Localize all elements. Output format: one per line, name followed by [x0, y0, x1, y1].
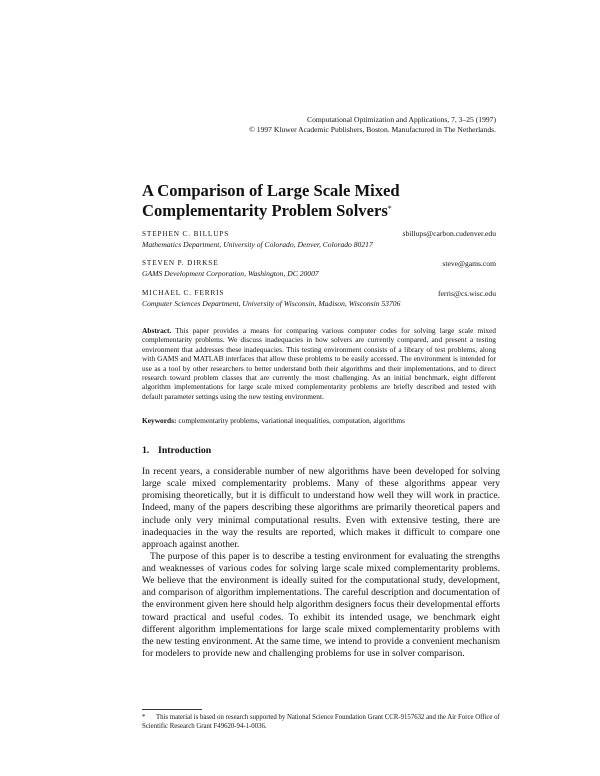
- author-email: sbillups@carbon.cudenver.edu: [402, 229, 496, 238]
- footnote-text: This material is based on research supported by National Science Foundation Grant CCR-9157632 and the Air Force Office of Scientific Research Grant F49620-94-1-0036.: [142, 714, 500, 731]
- journal-header: [249, 115, 496, 134]
- paragraph: In recent years, a considerable number of new algorithms have been developed for solving large scale mixed complementarity problems. Many of these algorithms appear very promising theoretically, but it is difficult to understand how well they will work in practice. Indeed, many of the papers describing these algorithms are primarily theoretical papers and include only very minimal computational results. Even with extensive testing, there are inadequacies in the way the results are reported, which makes it difficult to compare one approach against another.: [142, 466, 500, 550]
- journal-citation: Computational Optimization and Applications, 7, 3–25 (1997): [307, 115, 496, 124]
- author-name: STEPHEN C. BILLUPS: [142, 230, 230, 238]
- section-number: 1.: [142, 445, 150, 456]
- title-footnote-marker: *: [387, 204, 392, 213]
- title-line-2-text: Complementarity Problem Solvers: [142, 201, 388, 220]
- author-affiliation: Mathematics Department, University of Colorado, Denver, Colorado 80217: [142, 240, 373, 249]
- author-email: ferris@cs.wisc.edu: [437, 289, 496, 298]
- keywords-text: complementarity problems, variational inequalities, computation, algorithms: [178, 416, 405, 425]
- keywords: [142, 416, 496, 425]
- paper-title: [142, 181, 502, 221]
- title-line-1: A Comparison of Large Scale Mixed: [142, 181, 400, 200]
- abstract-text: This paper provides a means for comparing various computer codes for solving large scale mixed complementarity problems. We discuss inadequacies in how solvers are currently compared, and present a testing environment that addresses these inadequacies. This testing environment consists of a library of test problems, along with GAMS and MATLAB interfaces that allow these problems to be easily accessed. The environment is intended for use as a tool by other researchers to better understand both their algorithms and their implementations, and to direct research toward problem classes that are currently the most challenging. As an initial benchmark, eight different algorithm implementations for large scale mixed complementarity problems are briefly described and tested with default parameter settings using the new testing environment.: [142, 326, 496, 401]
- author-email: steve@gams.com: [442, 259, 496, 268]
- keywords-label: Keywords:: [142, 416, 177, 425]
- abstract-label: Abstract.: [142, 326, 172, 335]
- abstract: [142, 326, 496, 401]
- footnote-rule: [142, 709, 202, 710]
- body-text: [142, 466, 500, 660]
- copyright-line: © 1997 Kluwer Academic Publishers, Boston. Manufactured in The Netherlands.: [249, 124, 496, 134]
- footnote-marker: *: [142, 714, 146, 721]
- author-name: STEVEN P. DIRKSE: [142, 259, 219, 267]
- author-affiliation: GAMS Development Corporation, Washington, DC 20007: [142, 269, 319, 278]
- author-affiliation: Computer Sciences Department, University of Wisconsin, Madison, Wisconsin 53706: [142, 299, 401, 308]
- author-name: MICHAEL C. FERRIS: [142, 289, 225, 297]
- section-heading: [142, 445, 211, 456]
- title-line-2: [142, 201, 502, 221]
- section-title: Introduction: [158, 445, 212, 456]
- paragraph: The purpose of this paper is to describe a testing environment for evaluating the strengths and weaknesses of various codes for solving large scale mixed complementarity problems. We believe that the environment is ideally suited for the computational study, development, and comparison of algorithm implementations. The careful description and documentation of the environment given here should help algorithm designers focus their developmental efforts toward practical and useful codes. To exhibit its intended usage, we benchmark eight different algorithm implementations for large scale mixed complementarity problems with the new testing environment. At the same time, we intend to provide a convenient mechanism for modelers to provide new and challenging problems for use in solver comparison.: [142, 550, 500, 659]
- footnote: [142, 713, 500, 732]
